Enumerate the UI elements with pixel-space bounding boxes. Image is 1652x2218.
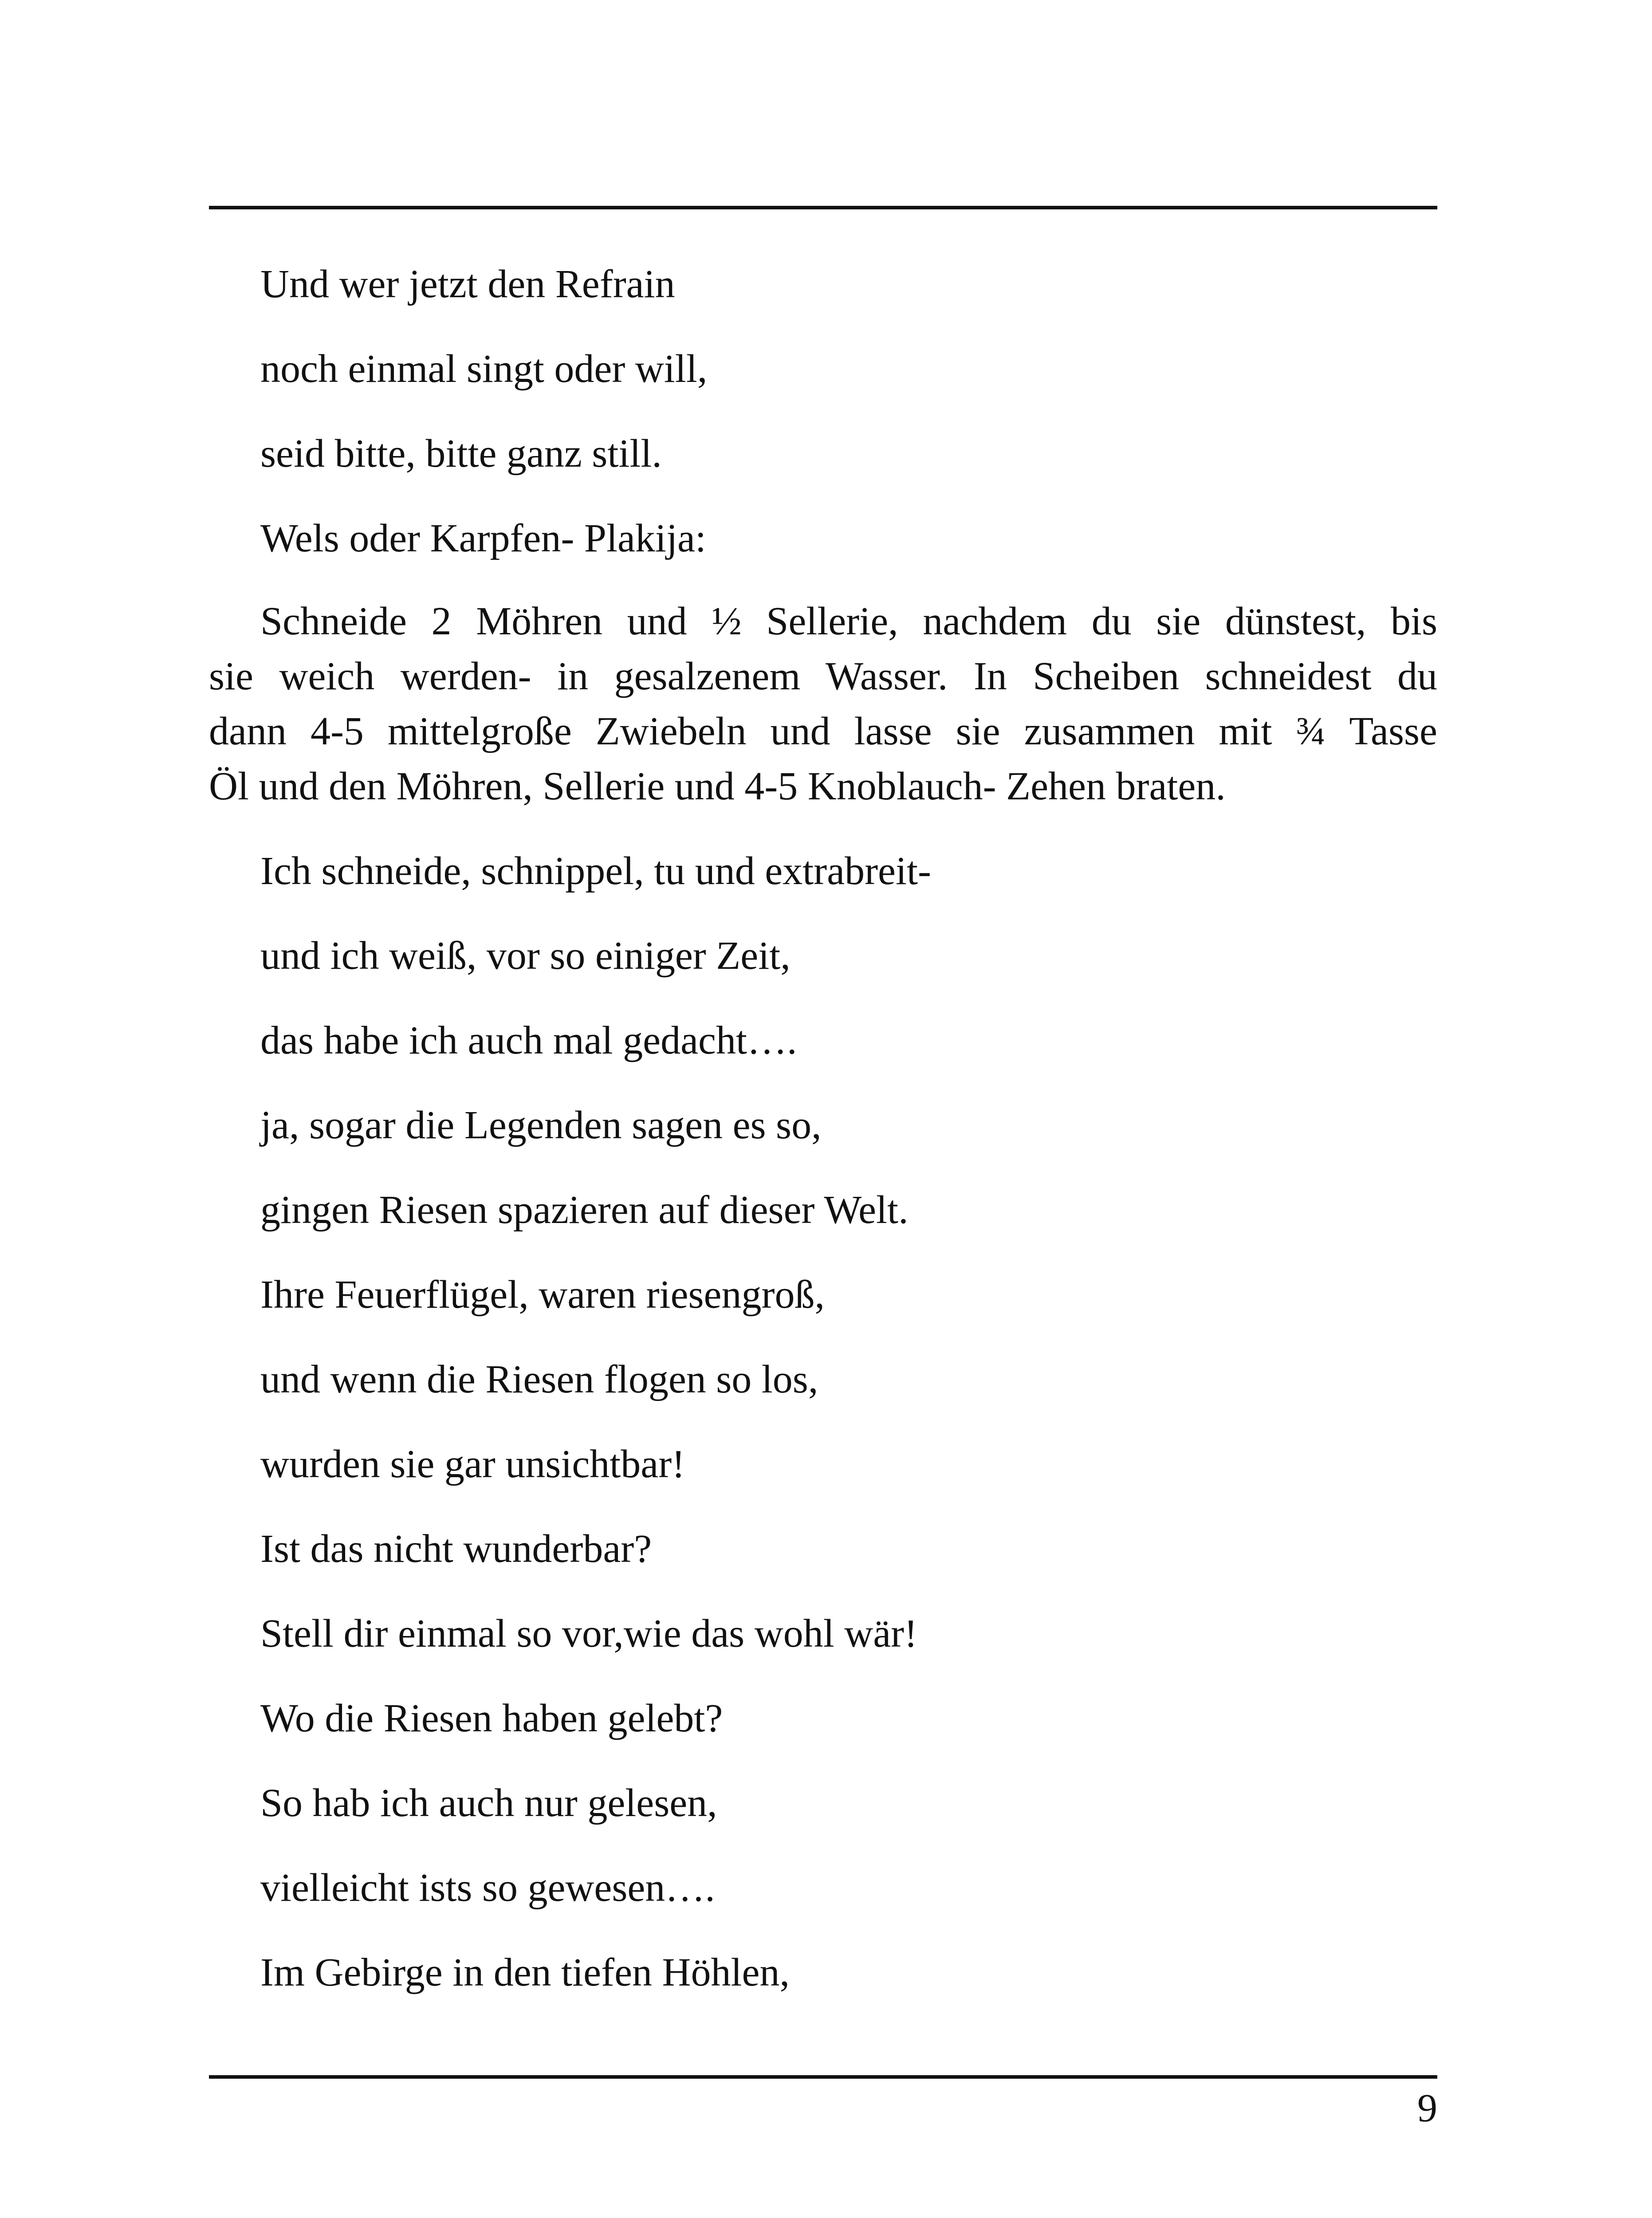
verse-line: Ist das nicht wunderbar? [260, 1527, 652, 1571]
verse-line: wurden sie gar unsichtbar! [260, 1442, 685, 1486]
verse-line: gingen Riesen spazieren auf dieser Welt. [260, 1188, 909, 1232]
verse-line: noch einmal singt oder will, [260, 347, 708, 391]
paragraph-line: dann 4-5 mittelgroße Zwiebeln und lasse sie zusammen mit ¾ Tasse [209, 709, 1437, 753]
verse-line: und ich weiß, vor so einiger Zeit, [260, 934, 791, 978]
verse-line: ja, sogar die Legenden sagen es so, [260, 1103, 822, 1147]
verse-line: seid bitte, bitte ganz still. [260, 432, 662, 476]
verse-line: Und wer jetzt den Refrain [260, 262, 675, 306]
verse-line: Im Gebirge in den tiefen Höhlen, [260, 1951, 790, 1994]
recipe-paragraph [0, 594, 1652, 814]
verse-line: Wo die Riesen haben gelebt? [260, 1696, 723, 1740]
paragraph-line: Öl und den Möhren, Sellerie und 4-5 Knoblauch- Zehen braten. [209, 764, 1226, 808]
verse-line: Ihre Feuerflügel, waren riesengroß, [260, 1273, 825, 1317]
footer-rule [209, 2075, 1437, 2079]
paragraph-line: Schneide 2 Möhren und ½ Sellerie, nachdem du sie dünstest, bis [260, 599, 1437, 643]
recipe-heading: Wels oder Karpfen- Plakija: [260, 516, 706, 560]
page-number: 9 [1417, 2086, 1437, 2130]
header-rule [209, 206, 1437, 209]
verse-line: Stell dir einmal so vor,wie das wohl wär! [260, 1612, 918, 1656]
verse-line: Ich schneide, schnippel, tu und extrabreit- [260, 849, 931, 893]
paragraph-line: sie weich werden- in gesalzenem Wasser. In Scheiben schneidest du [209, 654, 1437, 698]
verse-line: vielleicht ists so gewesen…. [260, 1866, 715, 1910]
verse-line: und wenn die Riesen flogen so los, [260, 1357, 818, 1401]
verse-line: das habe ich auch mal gedacht…. [260, 1019, 797, 1062]
verse-line: So hab ich auch nur gelesen, [260, 1781, 717, 1825]
